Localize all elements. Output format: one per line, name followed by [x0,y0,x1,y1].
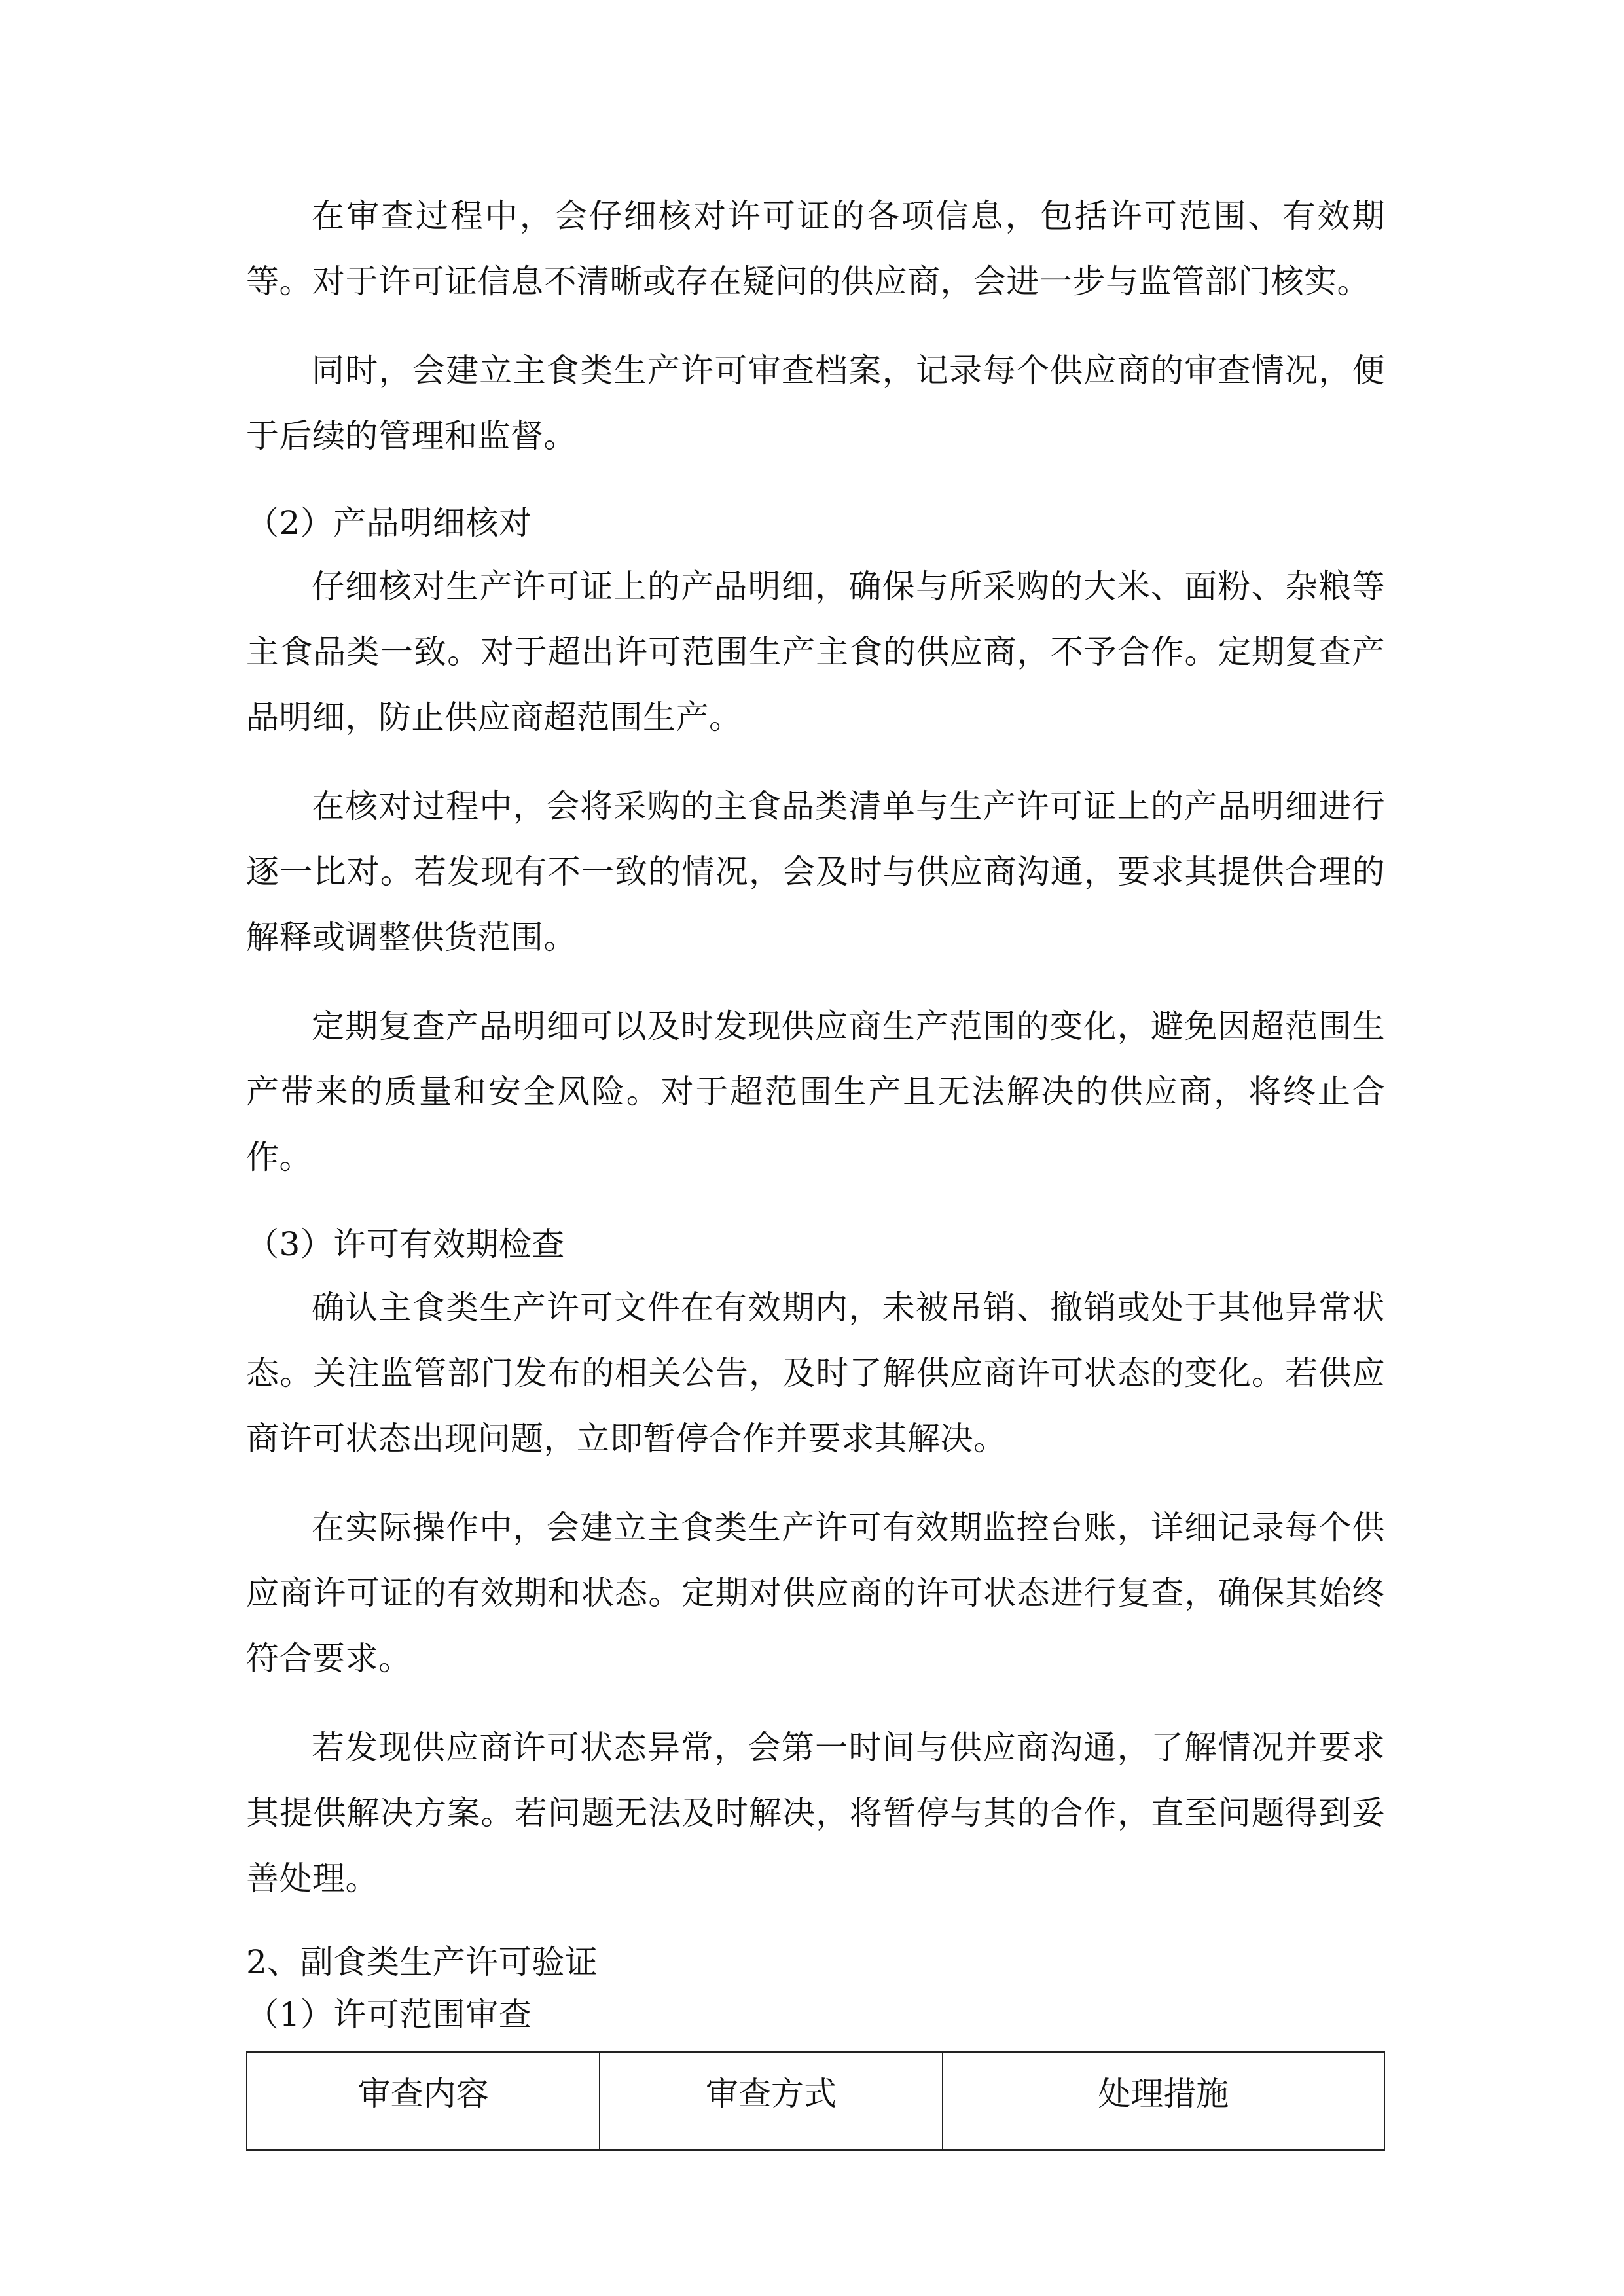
table-header-cell-method: 审查方式 [600,2052,942,2150]
table-header-row [247,2052,1384,2150]
document-body [246,183,1385,2151]
body-paragraph: 在实际操作中，会建立主食类生产许可有效期监控台账，详细记录每个供应商许可证的有效期和状态。定期对供应商的许可状态进行复查，确保其始终符合要求。 [246,1509,1385,1677]
body-paragraph: 在审查过程中，会仔细核对许可证的各项信息，包括许可范围、有效期等。对于许可证信息不清晰或存在疑问的供应商，会进一步与监管部门核实。 [246,197,1385,300]
body-paragraph: 若发现供应商许可状态异常，会第一时间与供应商沟通，了解情况并要求其提供解决方案。若问题无法及时解决，将暂停与其的合作，直至问题得到妥善处理。 [246,1729,1385,1897]
subsection-title: （1）许可范围审查 [246,1996,532,2034]
table-header-cell-action: 处理措施 [943,2052,1384,2150]
subheading-validity-check: （3）许可有效期检查 [246,1225,565,1263]
body-paragraph: 仔细核对生产许可证上的产品明细，确保与所采购的大米、面粉、杂粮等主食品类一致。对于超出许可范围生产主食的供应商，不予合作。定期复查产品明细，防止供应商超范围生产。 [246,567,1385,736]
body-paragraph: 在核对过程中，会将采购的主食品类清单与生产许可证上的产品明细进行逐一比对。若发现有不一致的情况，会及时与供应商沟通，要求其提供合理的解释或调整供货范围。 [246,787,1385,956]
body-paragraph: 确认主食类生产许可文件在有效期内，未被吊销、撤销或处于其他异常状态。关注监管部门发布的相关公告，及时了解供应商许可状态的变化。若供应商许可状态出现问题，立即暂停合作并要求其解决。 [246,1289,1385,1458]
review-table [246,2051,1385,2151]
body-paragraph: 同时，会建立主食类生产许可审查档案，记录每个供应商的审查情况，便于后续的管理和监督。 [246,351,1385,455]
table-header-cell-content: 审查内容 [247,2052,600,2150]
section-title: 2、副食类生产许可验证 [246,1943,598,1981]
subheading-product-detail: （2）产品明细核对 [246,504,532,542]
body-paragraph: 定期复查产品明细可以及时发现供应商生产范围的变化，避免因超范围生产带来的质量和安全风险。对于超范围生产且无法解决的供应商，将终止合作。 [246,1007,1385,1176]
